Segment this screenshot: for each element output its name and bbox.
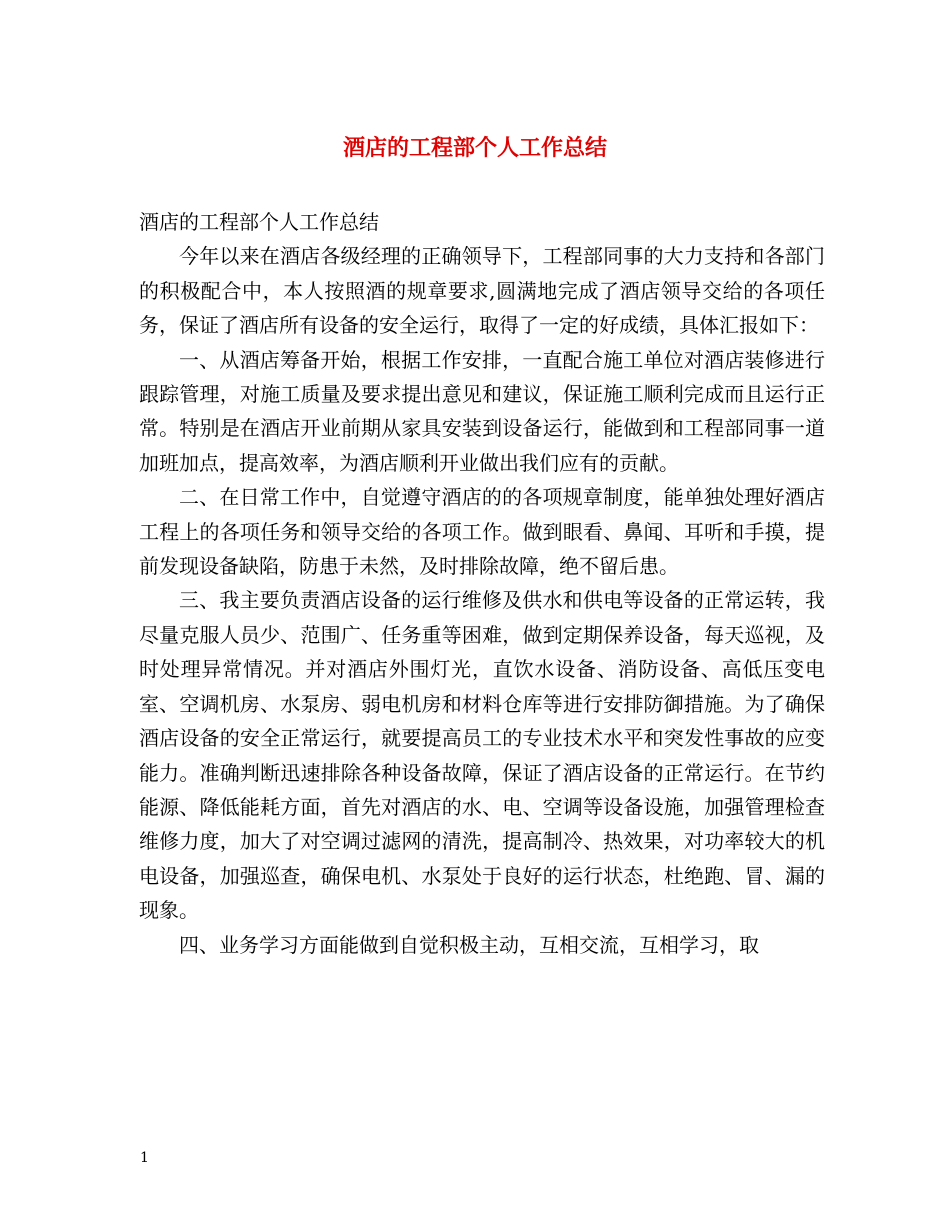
- paragraph-section-4: 四、业务学习方面能做到自觉积极主动，互相交流，互相学习，取: [179, 932, 759, 957]
- paragraph-intro: 今年以来在酒店各级经理的正确领导下，工程部同事的大力支持和各部门的积极配合中，本人按照酒的规章要求,圆满地完成了酒店领导交给的各项任务，保证了酒店所有设备的安全运行，取得了一定的好成绩，具体汇报如下：: [139, 244, 825, 338]
- document-title: 酒店的工程部个人工作总结: [342, 135, 607, 161]
- paragraph-section-3: 三、我主要负责酒店设备的运行维修及供水和供电等设备的正常运转，我尽量克服人员少、范围广、任务重等困难，做到定期保养设备，每天巡视，及时处理异常情况。并对酒店外围灯光，直饮水设备、消防设备、高低压变电室、空调机房、水泵房、弱电机房和材料仓库等进行安排防御措施。为了确保酒店设备的安全正常运行，就要提高员工的专业技术水平和突发性事故的应变能力。准确判断迅速排除各种设备故障，保证了酒店设备的正常运行。在节约能源、降低能耗方面，首先对酒店的水、电、空调等设备设施，加强管理检查维修力度，加大了对空调过滤网的清洗，提高制冷、热效果，对功率较大的机电设备，加强巡查，确保电机、水泵处于良好的运行状态，杜绝跑、冒、漏的现象。: [139, 588, 825, 923]
- paragraph-section-2: 二、在日常工作中，自觉遵守酒店的的各项规章制度，能单独处理好酒店工程上的各项任务和领导交给的各项工作。做到眼看、鼻闻、耳听和手摸，提前发现设备缺陷，防患于未然，及时排除故障，绝不留后患。: [139, 485, 825, 579]
- document-body: [139, 205, 825, 962]
- page-number: 1: [140, 1150, 149, 1166]
- document-subtitle: 酒店的工程部个人工作总结: [139, 210, 379, 234]
- paragraph-section-1: 一、从酒店筹备开始，根据工作安排，一直配合施工单位对酒店装修进行跟踪管理，对施工质量及要求提出意见和建议，保证施工顺利完成而且运行正常。特别是在酒店开业前期从家具安装到设备运行，能做到和工程部同事一道加班加点，提高效率，为酒店顺利开业做出我们应有的贡献。: [139, 347, 825, 475]
